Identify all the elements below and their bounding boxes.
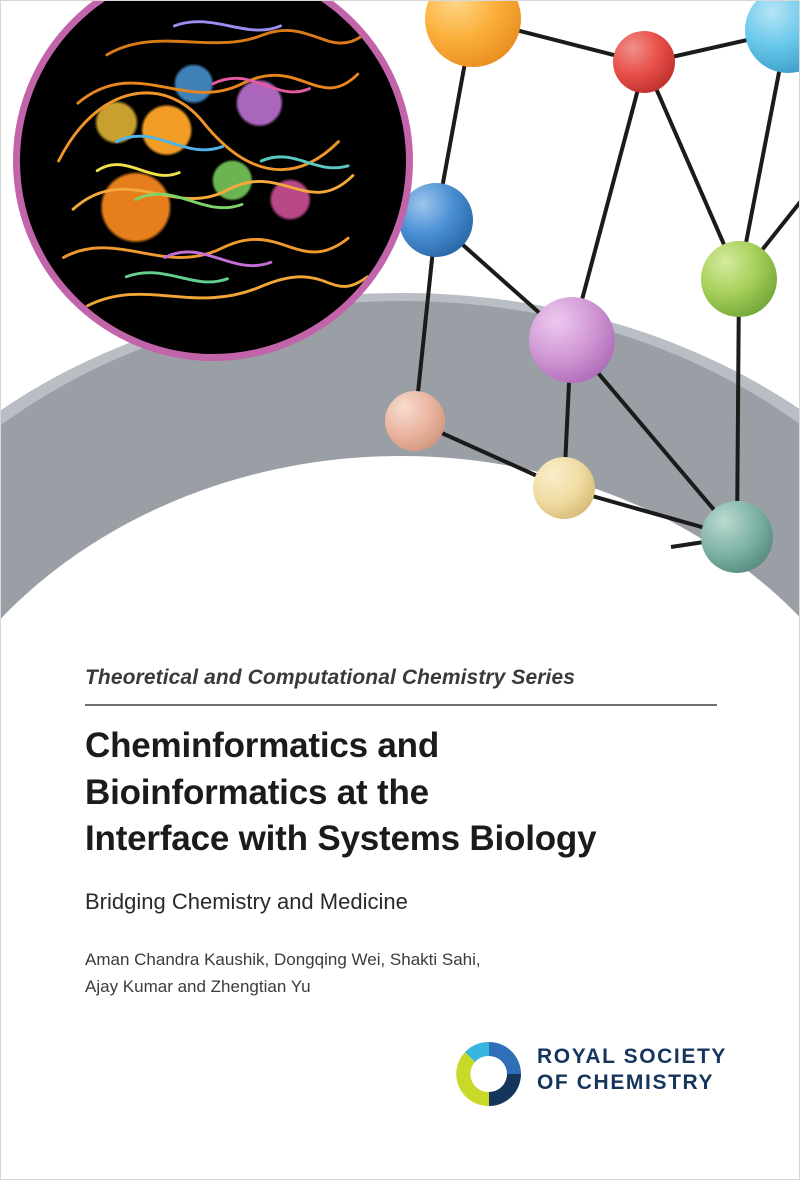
sphere-red bbox=[613, 31, 675, 93]
publisher-name bbox=[537, 1044, 727, 1097]
rsc-circle-logo-icon bbox=[453, 1038, 525, 1110]
cover-text-block bbox=[1, 641, 800, 1180]
sphere-green bbox=[701, 241, 777, 317]
publisher-name-line-2: OF CHEMISTRY bbox=[537, 1071, 715, 1095]
author-list bbox=[85, 946, 725, 1000]
author-line-2: Ajay Kumar and Zhengtian Yu bbox=[85, 977, 311, 997]
title-line-2: Bioinformatics at the bbox=[85, 772, 429, 812]
sphere-teal bbox=[701, 501, 773, 573]
protein-structure-image bbox=[13, 1, 413, 361]
series-divider bbox=[85, 704, 717, 706]
series-title: Theoretical and Computational Chemistry Series bbox=[85, 666, 576, 689]
page-title bbox=[85, 723, 735, 863]
author-line-1: Aman Chandra Kaushik, Dongqing Wei, Shakti Sahi, bbox=[85, 950, 481, 969]
cover-artwork bbox=[1, 1, 800, 641]
sphere-cream bbox=[533, 457, 595, 519]
sphere-orchid bbox=[529, 297, 615, 383]
sphere-peach bbox=[385, 391, 445, 451]
publisher-name-line-1: ROYAL SOCIETY bbox=[537, 1045, 728, 1068]
title-line-1: Cheminformatics and bbox=[85, 726, 440, 765]
protein-ribbons bbox=[20, 1, 406, 354]
title-line-3: Interface with Systems Biology bbox=[85, 819, 597, 859]
book-subtitle: Bridging Chemistry and Medicine bbox=[85, 889, 408, 914]
publisher-logo bbox=[453, 1034, 728, 1114]
